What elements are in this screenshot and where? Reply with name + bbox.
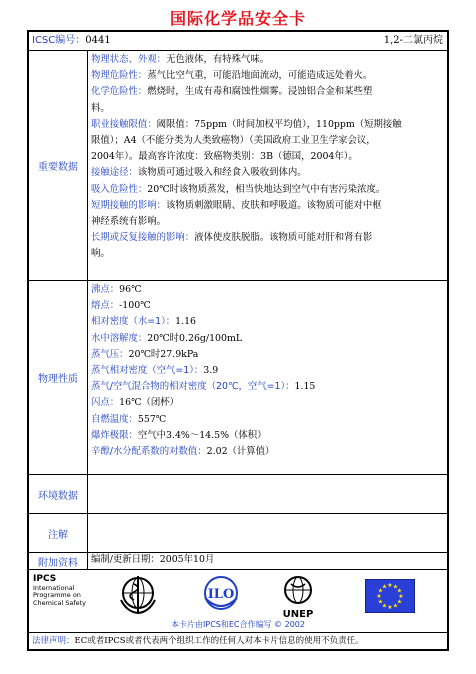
important-data-value: 20℃时该物质蒸发，相当快地达到空气中有害污染浓度。 — [147, 183, 386, 195]
eu-flag-icon — [365, 579, 415, 613]
important-data-line — [91, 246, 444, 262]
physical-property-value: -100℃ — [119, 300, 151, 312]
eu-star-icon: ★ — [376, 593, 382, 600]
physical-property-value: 1.16 — [175, 316, 197, 328]
eu-star-icon: ★ — [392, 602, 399, 610]
important-data-line — [91, 230, 444, 246]
eu-star-icon: ★ — [387, 582, 393, 589]
important-data-value: 燃烧时，生成有毒和腐蚀性烟雾。浸蚀铝合金和某些塑 — [147, 86, 373, 98]
important-data-value: 蒸气比空气重，可能沿地面流动，可能造成远处着火。 — [147, 70, 373, 82]
important-data-line — [91, 101, 444, 117]
physical-property-value: 20℃时27.9kPa — [128, 348, 199, 360]
important-data-value: 该物质可通过吸入和经食入吸收到体内。 — [137, 167, 307, 179]
environment-row — [29, 475, 447, 514]
important-data-key: 吸入危险性： — [91, 183, 148, 195]
important-data-key: 职业接触限值： — [91, 118, 157, 130]
environment-label: 环境数据 — [29, 475, 88, 513]
physical-property-value: 557℃ — [137, 413, 167, 425]
physical-property-value: 96℃ — [119, 284, 142, 295]
important-data-key: 短期接触的影响： — [91, 199, 167, 211]
icsc-label: ICSC编号： — [32, 35, 86, 46]
appendix-row — [29, 553, 447, 570]
important-data-value: 料。 — [91, 102, 110, 114]
important-data-line — [91, 165, 444, 181]
copyright-note: 本卡片由IPCS和EC合作编写 © 2002 — [171, 620, 305, 629]
eu-star-icon: ★ — [392, 583, 399, 591]
physical-property-value: 3.9 — [203, 365, 219, 377]
card-header — [29, 32, 447, 51]
important-data-value: 响。 — [91, 248, 110, 260]
appendix-label: 附加资料 — [29, 553, 88, 569]
physical-property-value: 1.15 — [294, 381, 316, 393]
physical-property-line — [91, 395, 444, 411]
organization-logos — [29, 570, 447, 633]
important-data-value: 2004年）。最高容许浓度：致癌物类别：3B（德国，2004年）。 — [91, 151, 358, 163]
legal-text: EC或者IPCS或者代表两个组织工作的任何人对本卡片信息的使用不负责任。 — [74, 636, 364, 646]
important-data-line — [91, 68, 444, 84]
physical-property-key: 熔点： — [91, 300, 120, 312]
physical-property-key: 辛醇/水分配系数的对数值： — [91, 446, 207, 458]
physical-property-line — [91, 282, 444, 298]
ipcs-title: IPCS — [33, 574, 57, 584]
important-data-key: 化学危险性： — [91, 86, 148, 98]
physical-property-line — [91, 363, 444, 379]
important-data-value: 液体使皮肤脱脂。该物质可能对肝和肾有影 — [194, 232, 373, 244]
eu-star-icon: ★ — [377, 598, 384, 606]
physical-property-key: 沸点： — [91, 284, 120, 295]
physical-property-line — [91, 412, 444, 428]
ipcs-sub-2: Chemical Safety — [33, 598, 87, 607]
ilo-emblem-icon — [199, 574, 243, 616]
notes-row — [29, 514, 447, 553]
physical-property-key: 爆炸极限： — [91, 429, 138, 441]
important-data-label: 重要数据 — [29, 51, 88, 280]
important-data-line — [91, 214, 444, 230]
safety-card — [27, 30, 449, 651]
ipcs-sub-0: International — [33, 583, 75, 592]
eu-star-icon: ★ — [398, 593, 404, 600]
important-data-value: 神经系统有影响。 — [91, 216, 167, 228]
legal-label: 法律声明： — [32, 636, 75, 646]
important-data-line — [91, 149, 444, 165]
who-emblem-icon — [117, 574, 159, 616]
eu-star-icon: ★ — [381, 602, 388, 610]
physical-property-key: 自燃温度： — [91, 413, 138, 425]
physical-property-key: 水中溶解度： — [91, 332, 148, 344]
important-data-key: 物理危险性： — [91, 70, 148, 82]
important-data-value: 限值）；A4（不能分类为人类致癌物）（美国政府工业卫生学家会议， — [91, 135, 376, 147]
important-data-line — [91, 198, 444, 214]
physical-properties-row — [29, 281, 447, 475]
physical-property-line — [91, 347, 444, 363]
card-title: 国际化学品安全卡 — [169, 9, 306, 28]
notes-content — [88, 514, 447, 552]
important-data-key: 接触途径： — [91, 167, 138, 179]
eu-star-icon: ★ — [377, 587, 384, 595]
important-data-value: 该物质刺激眼睛、皮肤和呼吸道。该物质可能对中枢 — [166, 199, 382, 211]
environment-content — [88, 475, 447, 513]
important-data-key: 物理状态、外观： — [91, 54, 167, 65]
physical-property-key: 闪点： — [91, 397, 120, 409]
physical-property-value: 2.02（计算值） — [206, 446, 275, 458]
important-data-value: 无色液体，有特殊气味。 — [166, 54, 270, 65]
important-data-content — [88, 51, 447, 280]
important-data-line — [91, 182, 444, 198]
ipcs-logo — [33, 576, 86, 607]
important-data-line — [91, 84, 444, 100]
notes-label: 注解 — [29, 514, 88, 552]
physical-property-line — [91, 444, 444, 460]
important-data-value: 阈限值：75ppm（时间加权平均值），110ppm（短期接触 — [156, 118, 402, 130]
appendix-content: 编制/更新日期：2005年10月 — [91, 554, 215, 565]
important-data-line — [91, 133, 444, 149]
unep-emblem-icon — [277, 574, 319, 620]
physical-properties-content — [88, 281, 447, 474]
eu-star-icon: ★ — [387, 604, 393, 611]
ilo-text: ILO — [207, 587, 235, 602]
important-data-line — [91, 52, 444, 68]
physical-property-line — [91, 298, 444, 314]
physical-property-key: 蒸气/空气混合物的相对密度（20℃，空气=1）： — [91, 381, 295, 393]
physical-properties-label: 物理性质 — [29, 281, 88, 474]
eu-star-icon: ★ — [381, 583, 388, 591]
important-data-row — [29, 51, 447, 281]
eu-star-icon: ★ — [396, 587, 403, 595]
important-data-line — [91, 117, 444, 133]
icsc-number: 0441 — [85, 35, 111, 46]
icsc-id — [32, 32, 111, 50]
physical-property-line — [91, 314, 444, 330]
physical-property-line — [91, 331, 444, 347]
unep-text: UNEP — [282, 609, 314, 620]
physical-property-value: 20℃时0.26g/100mL — [147, 332, 243, 344]
physical-property-line — [91, 379, 444, 395]
chemical-name: 1,2-二氯丙烷 — [383, 35, 443, 46]
important-data-key: 长期或反复接触的影响： — [91, 232, 195, 244]
physical-property-line — [91, 428, 444, 444]
eu-star-icon: ★ — [396, 598, 403, 606]
physical-property-value: 16℃（闭杯） — [119, 397, 180, 409]
physical-property-key: 蒸气相对密度（空气=1）： — [91, 365, 204, 377]
physical-property-value: 空气中3.4%～14.5%（体积） — [137, 429, 267, 441]
legal-statement — [29, 633, 447, 649]
ipcs-sub-1: Programme on — [33, 591, 81, 599]
physical-property-key: 相对密度（水=1）： — [91, 316, 176, 328]
physical-property-key: 蒸气压： — [91, 348, 129, 360]
